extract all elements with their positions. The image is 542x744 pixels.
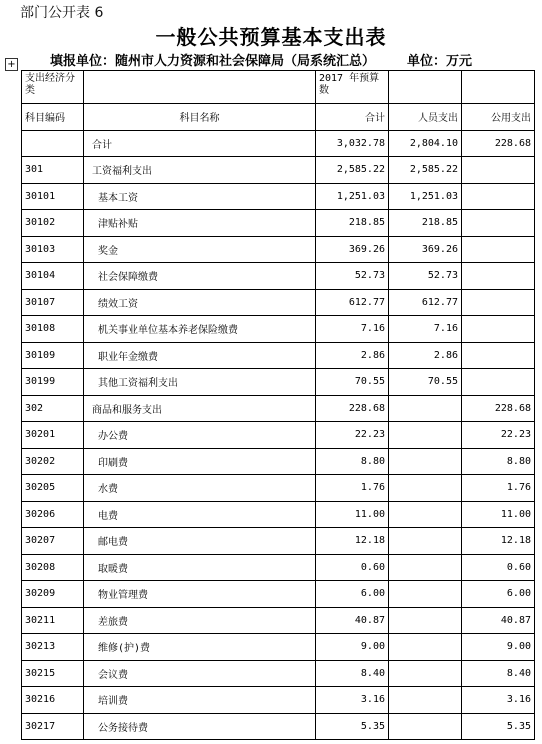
row-name: 工资福利支出	[84, 157, 316, 184]
row-public	[462, 236, 535, 263]
row-code: 30213	[22, 634, 84, 661]
row-total: 70.55	[316, 369, 389, 396]
row-code: 30209	[22, 581, 84, 608]
row-name: 商品和服务支出	[84, 395, 316, 422]
row-name: 会议费	[84, 660, 316, 687]
table-row	[22, 342, 535, 369]
table-row	[22, 157, 535, 184]
budget-table-body	[22, 71, 535, 740]
row-public	[462, 157, 535, 184]
table-row	[22, 395, 535, 422]
table-row	[22, 130, 535, 157]
row-total: 228.68	[316, 395, 389, 422]
row-code: 30199	[22, 369, 84, 396]
row-code: 30107	[22, 289, 84, 316]
row-personnel	[389, 422, 462, 449]
row-total: 3.16	[316, 687, 389, 714]
row-code: 30202	[22, 448, 84, 475]
row-personnel: 70.55	[389, 369, 462, 396]
row-personnel	[389, 475, 462, 502]
header-blank-personnel	[389, 71, 462, 104]
table-row	[22, 634, 535, 661]
row-total: 12.18	[316, 528, 389, 555]
row-code: 30104	[22, 263, 84, 290]
row-personnel	[389, 501, 462, 528]
table-row	[22, 687, 535, 714]
row-name: 培训费	[84, 687, 316, 714]
row-total: 6.00	[316, 581, 389, 608]
row-name: 物业管理费	[84, 581, 316, 608]
row-total: 22.23	[316, 422, 389, 449]
header-public: 公用支出	[462, 104, 535, 131]
row-personnel	[389, 554, 462, 581]
row-public	[462, 263, 535, 290]
row-public: 6.00	[462, 581, 535, 608]
row-code: 30215	[22, 660, 84, 687]
row-name: 差旅费	[84, 607, 316, 634]
table-row	[22, 475, 535, 502]
row-name: 印刷费	[84, 448, 316, 475]
header-code: 科目编码	[22, 104, 84, 131]
row-public	[462, 289, 535, 316]
row-personnel	[389, 528, 462, 555]
row-public	[462, 183, 535, 210]
row-public: 5.35	[462, 713, 535, 740]
header-classification: 支出经济分类	[22, 71, 84, 104]
row-public: 8.80	[462, 448, 535, 475]
row-total: 612.77	[316, 289, 389, 316]
table-row	[22, 713, 535, 740]
row-code: 30211	[22, 607, 84, 634]
row-code: 302	[22, 395, 84, 422]
table-number-label: 部门公开表 6	[20, 5, 104, 21]
row-code: 30205	[22, 475, 84, 502]
table-row	[22, 607, 535, 634]
row-public	[462, 369, 535, 396]
row-code: 30208	[22, 554, 84, 581]
row-personnel: 218.85	[389, 210, 462, 237]
table-row	[22, 528, 535, 555]
row-personnel: 2,804.10	[389, 130, 462, 157]
row-total: 369.26	[316, 236, 389, 263]
row-public: 3.16	[462, 687, 535, 714]
row-public	[462, 210, 535, 237]
header-personnel: 人员支出	[389, 104, 462, 131]
row-public	[462, 342, 535, 369]
header-blank-public	[462, 71, 535, 104]
row-public: 0.60	[462, 554, 535, 581]
table-row	[22, 501, 535, 528]
row-name: 绩效工资	[84, 289, 316, 316]
document-title: 一般公共预算基本支出表	[155, 25, 387, 49]
table-row	[22, 289, 535, 316]
table-row	[22, 448, 535, 475]
row-total: 0.60	[316, 554, 389, 581]
row-personnel	[389, 448, 462, 475]
row-total: 218.85	[316, 210, 389, 237]
row-total: 9.00	[316, 634, 389, 661]
row-total: 2.86	[316, 342, 389, 369]
table-row	[22, 316, 535, 343]
row-personnel: 2,585.22	[389, 157, 462, 184]
row-name: 办公费	[84, 422, 316, 449]
row-total: 11.00	[316, 501, 389, 528]
row-total: 3,032.78	[316, 130, 389, 157]
row-code: 30108	[22, 316, 84, 343]
table-row	[22, 554, 535, 581]
row-code: 30109	[22, 342, 84, 369]
row-public: 8.40	[462, 660, 535, 687]
table-row	[22, 581, 535, 608]
row-personnel	[389, 660, 462, 687]
header-name: 科目名称	[84, 104, 316, 131]
table-row	[22, 660, 535, 687]
row-personnel: 612.77	[389, 289, 462, 316]
row-public: 228.68	[462, 395, 535, 422]
row-name: 基本工资	[84, 183, 316, 210]
row-public: 22.23	[462, 422, 535, 449]
row-personnel	[389, 713, 462, 740]
row-code: 30103	[22, 236, 84, 263]
row-total: 8.40	[316, 660, 389, 687]
row-total: 5.35	[316, 713, 389, 740]
row-total: 8.80	[316, 448, 389, 475]
row-code: 30206	[22, 501, 84, 528]
row-total: 1.76	[316, 475, 389, 502]
row-public: 40.87	[462, 607, 535, 634]
row-name: 津贴补贴	[84, 210, 316, 237]
row-name: 电费	[84, 501, 316, 528]
table-row	[22, 422, 535, 449]
row-personnel: 52.73	[389, 263, 462, 290]
header-total: 合计	[316, 104, 389, 131]
row-total: 40.87	[316, 607, 389, 634]
row-public: 1.76	[462, 475, 535, 502]
budget-table	[21, 70, 535, 740]
row-total: 52.73	[316, 263, 389, 290]
row-code: 301	[22, 157, 84, 184]
row-personnel: 7.16	[389, 316, 462, 343]
currency-unit-label: 单位：万元	[406, 54, 472, 69]
row-code: 30216	[22, 687, 84, 714]
header-row-top	[22, 71, 535, 104]
header-row-columns	[22, 104, 535, 131]
row-name: 取暖费	[84, 554, 316, 581]
row-total: 2,585.22	[316, 157, 389, 184]
row-public: 11.00	[462, 501, 535, 528]
row-name: 机关事业单位基本养老保险缴费	[84, 316, 316, 343]
row-personnel: 1,251.03	[389, 183, 462, 210]
row-public: 12.18	[462, 528, 535, 555]
row-name: 合计	[84, 130, 316, 157]
row-name: 奖金	[84, 236, 316, 263]
row-code: 30102	[22, 210, 84, 237]
row-personnel	[389, 581, 462, 608]
unit-info-row	[50, 50, 472, 69]
row-code: 30217	[22, 713, 84, 740]
row-code: 30101	[22, 183, 84, 210]
row-code: 30207	[22, 528, 84, 555]
reporting-unit-label: 填报单位：随州市人力资源和社会保障局（局系统汇总）	[50, 54, 376, 69]
row-personnel	[389, 687, 462, 714]
row-name: 其他工资福利支出	[84, 369, 316, 396]
table-row	[22, 369, 535, 396]
row-total: 7.16	[316, 316, 389, 343]
row-public: 228.68	[462, 130, 535, 157]
row-personnel	[389, 634, 462, 661]
row-personnel: 2.86	[389, 342, 462, 369]
table-row	[22, 236, 535, 263]
row-name: 邮电费	[84, 528, 316, 555]
row-personnel: 369.26	[389, 236, 462, 263]
row-name: 维修(护)费	[84, 634, 316, 661]
row-name: 社会保障缴费	[84, 263, 316, 290]
row-name: 职业年金缴费	[84, 342, 316, 369]
table-row	[22, 183, 535, 210]
row-public: 9.00	[462, 634, 535, 661]
row-code: 30201	[22, 422, 84, 449]
header-budget-year: 2017 年预算数	[316, 71, 389, 104]
row-personnel	[389, 607, 462, 634]
row-code	[22, 130, 84, 157]
row-public	[462, 316, 535, 343]
table-move-handle-icon[interactable]: +	[5, 58, 18, 71]
row-name: 水费	[84, 475, 316, 502]
table-row	[22, 210, 535, 237]
row-personnel	[389, 395, 462, 422]
header-blank-name	[84, 71, 316, 104]
table-row	[22, 263, 535, 290]
row-name: 公务接待费	[84, 713, 316, 740]
row-total: 1,251.03	[316, 183, 389, 210]
